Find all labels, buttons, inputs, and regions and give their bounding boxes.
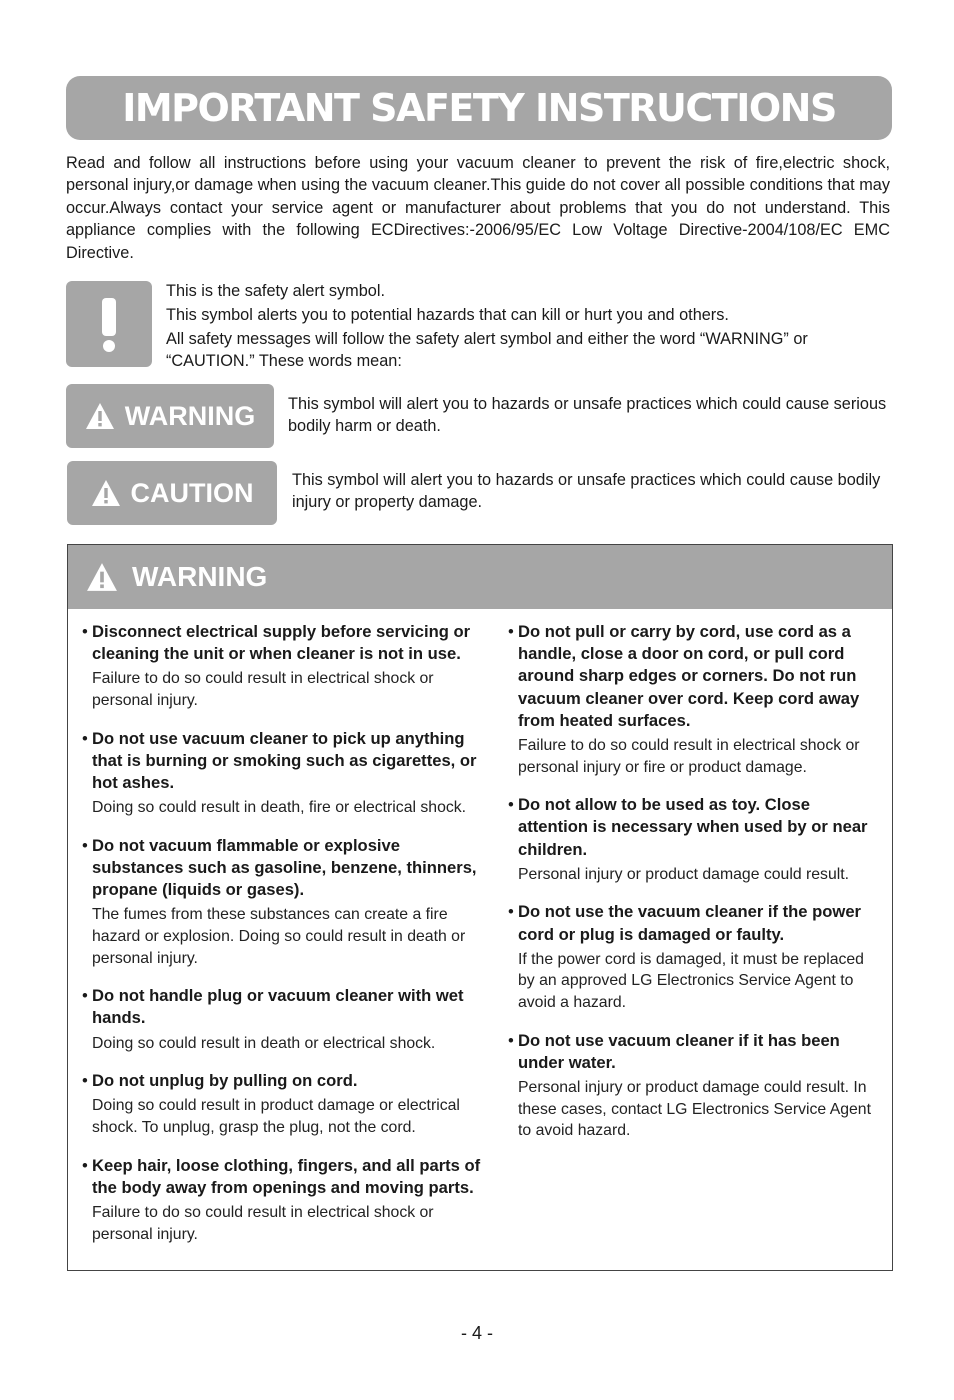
list-item [508,901,884,1013]
item-body: Personal injury or product damage could result. [518,865,850,883]
list-item [82,1070,486,1138]
item-heading: Do not vacuum flammable or explosive substances such as gasoline, benzene, thinners, propane (liquids or gases). [92,835,477,900]
exclamation-icon [79,294,139,354]
item-body: Failure to do so could result in electrical shock or personal injury. [92,670,434,709]
list-item [508,621,884,778]
item-body: Doing so could result in product damage or electrical shock. To unplug, grasp the plug, not the cord. [92,1097,460,1136]
item-heading: Do not use the vacuum cleaner if the power cord or plug is damaged or faulty. [518,902,862,944]
item-body: Doing so could result in death, fire or electrical shock. [92,799,467,817]
caution-signal-badge [67,461,277,525]
warning-left-column [82,621,486,1261]
warning-panel [67,544,893,1271]
bullet: • [82,622,88,641]
item-heading: Disconnect electrical supply before servicing or cleaning the unit or when cleaner is not in use. [92,622,471,664]
item-heading: Do not use vacuum cleaner to pick up anything that is burning or smoking such as cigarettes, or hot ashes. [92,728,477,792]
alert-line: All safety messages will follow the safety alert symbol and either the word “WARNING” or “CAUTION.” These words mean: [166,330,808,370]
bullet: • [82,986,88,1006]
warning-triangle-icon [86,562,118,592]
intro-paragraph: Read and follow all instructions before using your vacuum cleaner to prevent the risk of fire,electric shock, personal injury,or damage when using the vacuum cleaner.This guide do not cover all possible conditions that may occur.Always contact your service agent or manufacturer about problems that you do not understand. This appliance complies with the following ECDirectives:-2006/95/EC Low Voltage Directive-2004/108/EC EMC Directive. [66,154,890,262]
list-item [82,835,486,969]
list-item [82,728,486,819]
bullet: • [508,622,514,641]
safety-alert-symbol [66,281,152,367]
bullet: • [82,1155,88,1175]
alert-line: This symbol alerts you to potential hazards that can kill or hurt you and others. [166,306,729,324]
bullet: • [508,1030,514,1050]
item-heading: Do not pull or carry by cord, use cord as a handle, close a door on cord, or pull cord around sharp edges or corners. Do not run vacuum cleaner over cord. Keep cord away from heated surfaces. [518,622,860,730]
item-body: If the power cord is damaged, it must be replaced by an approved LG Electronics Service Agent to avoid a hazard. [518,950,864,1011]
warning-triangle-icon [91,479,121,507]
title-banner [66,76,892,140]
page-title: IMPORTANT SAFETY INSTRUCTIONS [122,86,836,130]
item-body: Failure to do so could result in electrical shock or personal injury. [92,1203,434,1243]
bullet: • [82,728,88,748]
item-heading: Do not use vacuum cleaner if it has been under water. [518,1030,840,1072]
warning-description: This symbol will alert you to hazards or unsafe practices which could cause serious bodily harm or death. [288,395,887,435]
warning-panel-title: WARNING [132,561,268,592]
page-number: - 4 - [460,1323,493,1343]
warning-panel-header [68,545,892,609]
list-item [82,1155,486,1246]
item-body: Personal injury or product damage could result. In these cases, contact LG Electronics Service Agent to avoid hazard. [518,1079,871,1140]
list-item [508,794,884,885]
bullet: • [508,795,514,815]
list-item [508,1030,884,1142]
warning-label: WARNING [124,400,256,431]
list-item [82,985,486,1054]
bullet: • [82,1071,88,1091]
alert-line: This is the safety alert symbol. [166,282,385,300]
item-body: The fumes from these substances can create a fire hazard or explosion. Doing so could result in death or personal injury. [92,906,466,967]
alert-symbol-explanation [166,280,892,374]
list-item [82,621,486,712]
warning-right-column [508,621,884,1158]
warning-signal-badge [66,384,274,448]
item-heading: Do not handle plug or vacuum cleaner with wet hands. [92,986,464,1028]
item-heading: Do not allow to be used as toy. Close attention is necessary when used by or near children. [518,795,868,859]
caution-label: CAUTION [130,477,254,508]
item-body: Doing so could result in death or electrical shock. [92,1034,436,1052]
warning-triangle-icon [85,402,115,430]
item-heading: Keep hair, loose clothing, fingers, and all parts of the body away from openings and moving parts. [92,1155,481,1197]
item-body: Failure to do so could result in electrical shock or personal injury or fire or product damage. [518,737,860,776]
caution-description: This symbol will alert you to hazards or unsafe practices which could cause bodily injury or property damage. [292,471,881,511]
bullet: • [508,902,514,922]
bullet: • [82,835,88,855]
item-heading: Do not unplug by pulling on cord. [92,1071,358,1091]
